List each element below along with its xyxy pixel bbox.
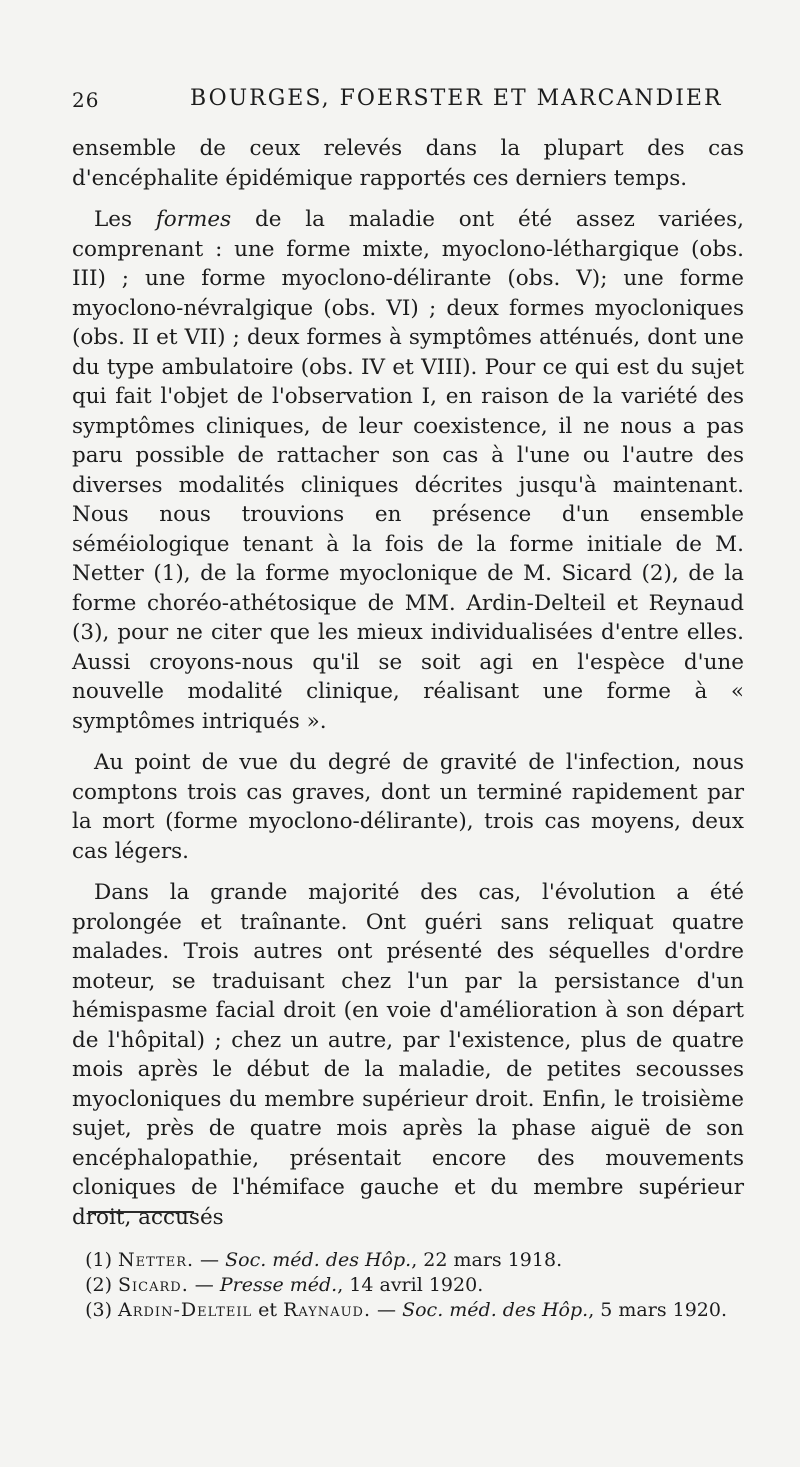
emphasized-word: formes (155, 207, 232, 232)
footnote (72, 1248, 744, 1273)
footnotes (72, 1248, 744, 1323)
page-header (72, 82, 742, 114)
footnote-date: , 14 avril 1920. (337, 1274, 484, 1296)
body-text (72, 134, 744, 1244)
footnote (72, 1273, 744, 1298)
footnote-number: (3) (85, 1299, 112, 1321)
paragraph-text: ensemble de ceux relevés dans la plupart des cas d'encéphalite épidémique rapportés ces derniers temps. (72, 136, 744, 191)
footnote-author: Sicard. (118, 1274, 189, 1296)
footnote-number: (1) (85, 1249, 112, 1271)
footnote-author: Netter. (118, 1249, 195, 1271)
footnote-author: Raynaud. (283, 1299, 371, 1321)
paragraph (72, 134, 744, 193)
footnote-author: Ardin-Delteil (118, 1299, 253, 1321)
footnote-rule (88, 1211, 194, 1213)
paragraph (72, 878, 744, 1232)
footnote-dash: — (371, 1299, 403, 1321)
running-title: BOURGES, FOERSTER ET MARCANDIER (190, 86, 723, 111)
footnote-number: (2) (85, 1274, 112, 1296)
footnote-journal: Soc. méd. des Hôp. (402, 1299, 589, 1321)
footnote-dash: — (188, 1274, 220, 1296)
paragraph-text: de la maladie ont été assez variées, comprenant : une forme mixte, myoclono-léthargique (obs. III) ; une forme myoclono-délirante (obs. V); une forme myoclono-névralgique (obs. VI) ; deux formes myocloniques (obs. II et VII) ; deux formes à symptômes atténués, dont une du type ambulatoire (obs. IV et VIII). Pour ce qui est du sujet qui fait l'objet de l'observation I, en raison de la variété des symptômes cliniques, de leur coexistence, il ne nous a pas paru possible de rattacher son cas à l'une ou l'autre des diverses modalités cliniques décrites jusqu'à maintenant. Nous nous trouvions en présence d'un ensemble séméiologique tenant à la fois de la forme initiale de M. Netter (1), de la forme myoclonique de M. Sicard (2), de la forme choréo-athétosique de MM. Ardin-Delteil et Reynaud (3), pour ne citer que les mieux individualisées d'entre elles. Aussi croyons-nous qu'il se soit agi en l'espèce d'une nouvelle modalité clinique, réalisant une forme à « symptômes intriqués ». (72, 207, 744, 734)
footnote-journal: Presse méd. (219, 1274, 338, 1296)
paragraph (72, 205, 744, 736)
page-number: 26 (72, 88, 100, 112)
paragraph (72, 748, 744, 866)
footnote-dash: — (194, 1249, 226, 1271)
paragraph-lead: Les (94, 207, 156, 232)
paragraph-text: Dans la grande majorité des cas, l'évolution a été prolongée et traînante. Ont guéri sans reliquat quatre malades. Trois autres ont présenté des séquelles d'ordre moteur, se traduisant chez l'un par la persistance d'un hémispasme facial droit (en voie d'amélioration à son départ de l'hôpital) ; chez un autre, par l'existence, plus de quatre mois après le début de la maladie, de petites secousses myocloniques du membre supérieur droit. Enfin, le troisième sujet, près de quatre mois après la phase aiguë de son encéphalopathie, présentait encore des mouvements cloniques de l'hémiface gauche et du membre supérieur droit, accusés (72, 880, 744, 1230)
footnote (72, 1298, 744, 1323)
footnote-date: , 22 mars 1918. (411, 1249, 563, 1271)
footnote-date: , 5 mars 1920. (588, 1299, 728, 1321)
footnote-journal: Soc. méd. des Hôp. (225, 1249, 412, 1271)
paragraph-text: Au point de vue du degré de gravité de l'infection, nous comptons trois cas graves, dont un terminé rapidement par la mort (forme myoclono-délirante), trois cas moyens, deux cas légers. (72, 750, 744, 864)
footnote-conjunction: et (252, 1299, 284, 1321)
